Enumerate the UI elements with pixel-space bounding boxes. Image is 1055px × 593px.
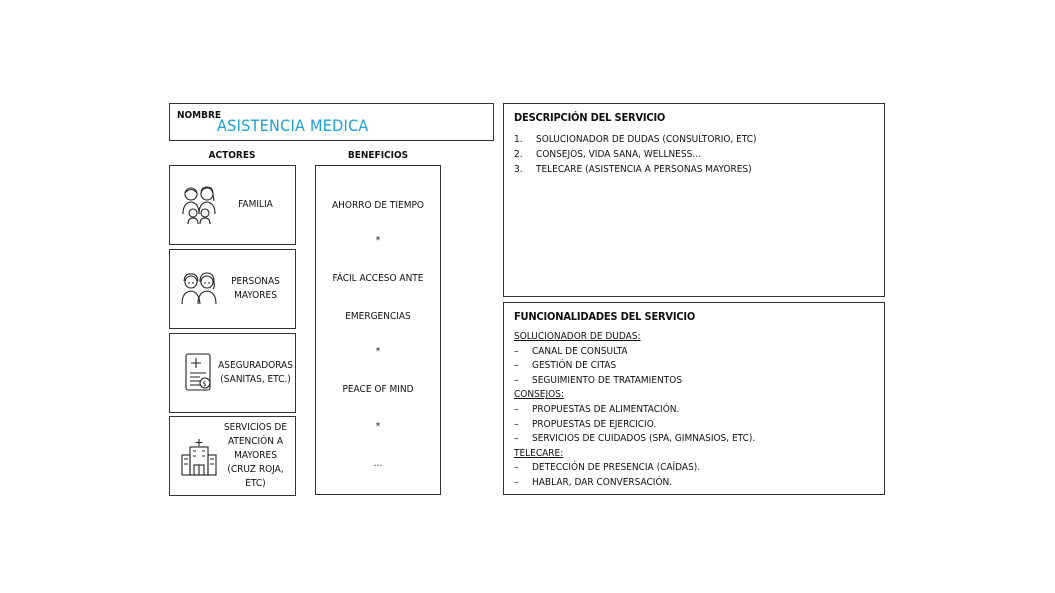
feature-item: – HABLAR, DAR CONVERSACIÓN. — [514, 476, 755, 491]
service-name-box — [169, 103, 494, 141]
actor-card-elderly — [169, 249, 296, 329]
feature-item: – DETECCIÓN DE PRESENCIA (CAÍDAS). — [514, 461, 755, 476]
elderly-couple-icon — [180, 268, 218, 310]
feature-item: – PROPUESTAS DE ALIMENTACIÓN. — [514, 403, 755, 418]
actor-card-family — [169, 165, 296, 245]
feature-item: – GESTIÓN DE CITAS — [514, 359, 755, 374]
description-item: 3. TELECARE (ASISTENCIA A PERSONAS MAYORES) — [514, 164, 752, 175]
benefit-item: PEACE OF MIND — [342, 384, 414, 395]
description-item: 1. SOLUCIONADOR DE DUDAS (CONSULTORIO, ETC) — [514, 134, 757, 145]
description-title: DESCRIPCIÓN DEL SERVICIO — [514, 111, 666, 124]
hospital-building-icon — [180, 435, 218, 477]
features-section-heading: TELECARE: — [514, 447, 564, 459]
benefit-item: AHORRO DE TIEMPO — [331, 200, 424, 211]
benefits-title: BENEFICIOS — [347, 150, 409, 161]
features-title: FUNCIONALIDADES DEL SERVICIO — [514, 310, 696, 323]
features-section-heading: CONSEJOS: — [514, 389, 564, 401]
feature-item: – SEGUIMIENTO DE TRATAMIENTOS — [514, 374, 755, 389]
actors-title: ACTORES — [208, 150, 256, 161]
benefit-item: FÁCIL ACCESO ANTE — [332, 273, 424, 284]
benefit-separator: * — [375, 235, 381, 246]
actor-label-family: FAMILIA — [238, 199, 273, 210]
feature-item: – SERVICIOS DE CUIDADOS (SPA, GIMNASIOS, ETC). — [514, 432, 755, 447]
benefit-item: EMERGENCIAS — [345, 311, 411, 322]
service-name-value: ASISTENCIA MEDICA — [217, 116, 369, 135]
actor-label-insurers: ASEGURADORAS (SANITAS, ETC.) — [218, 360, 293, 385]
description-box — [503, 103, 885, 297]
features-section-heading: SOLUCIONADOR DE DUDAS: — [514, 331, 641, 342]
description-item: 2. CONSEJOS, VIDA SANA, WELLNESS… — [514, 149, 702, 160]
benefit-separator: * — [375, 421, 381, 432]
benefit-separator: * — [375, 346, 381, 357]
insurance-document-icon — [180, 352, 218, 394]
features-box — [503, 302, 885, 495]
svg-text:$: $ — [202, 380, 207, 388]
features-list — [514, 330, 755, 491]
benefits-box — [315, 165, 441, 495]
feature-item: – PROPUESTAS DE EJERCICIO. — [514, 418, 755, 433]
description-list — [514, 132, 757, 177]
actor-card-care-services — [169, 416, 296, 496]
service-name-label: NOMBRE — [177, 110, 222, 121]
benefit-ellipsis: … — [373, 458, 383, 469]
actor-card-insurers — [169, 333, 296, 413]
family-icon — [180, 184, 218, 226]
actor-label-elderly: PERSONAS MAYORES — [231, 276, 280, 301]
actor-label-care-services: SERVICIOS DE ATENCIÓN A MAYORES (CRUZ ROJA, ETC) — [223, 422, 288, 489]
feature-item: – CANAL DE CONSULTA — [514, 345, 755, 360]
